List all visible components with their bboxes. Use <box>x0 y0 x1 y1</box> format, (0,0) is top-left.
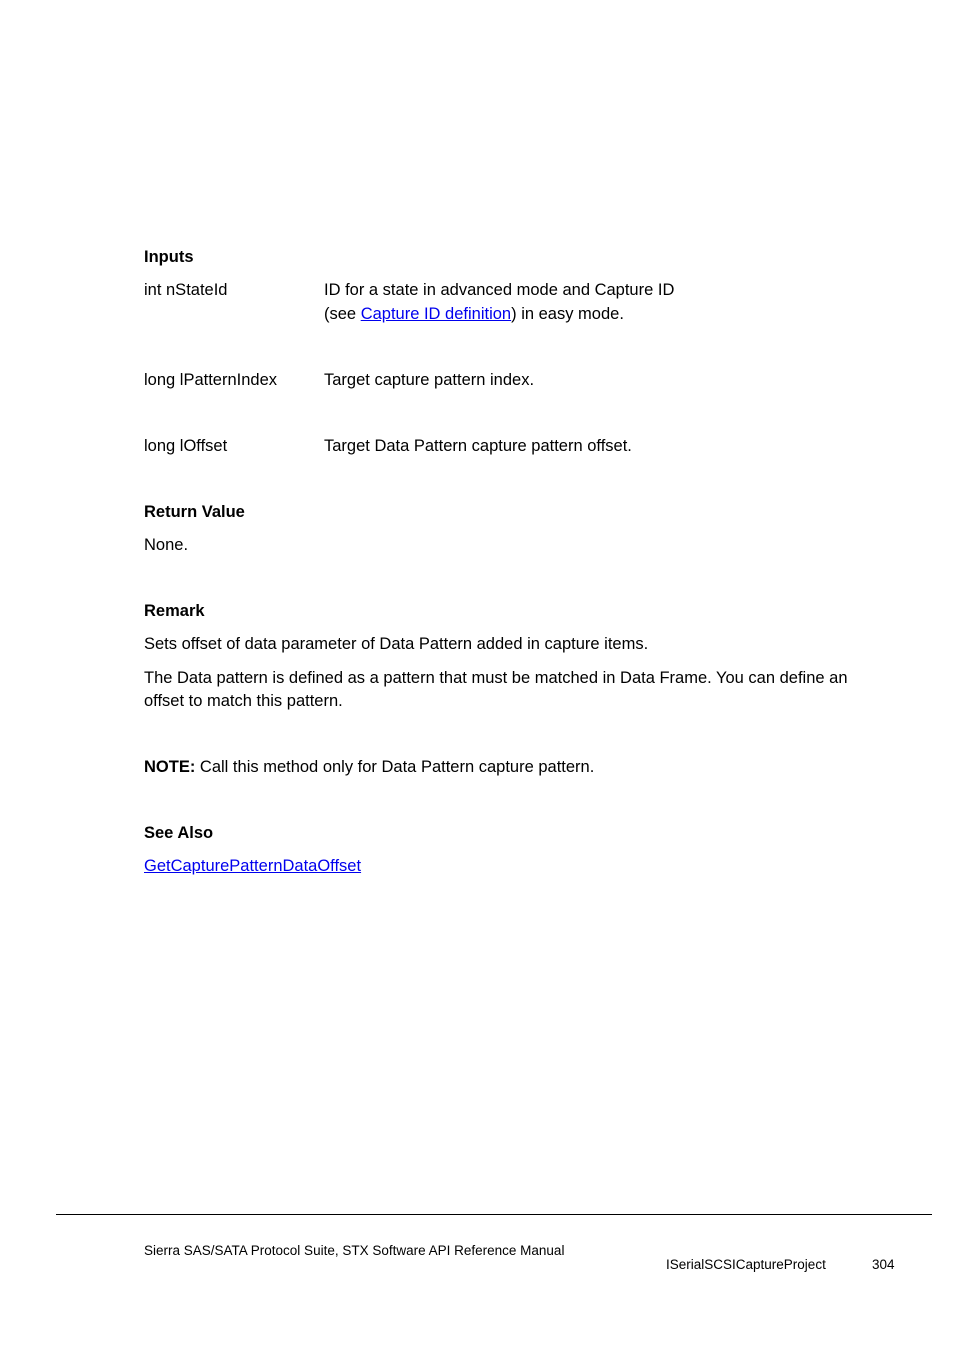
note <box>144 758 594 777</box>
param-desc-lpatternindex: Target capture pattern index. <box>324 371 535 389</box>
footer-section-name: ISerialSCSICaptureProject <box>666 1257 826 1272</box>
remark-paragraph-2-line2: offset to match this pattern. <box>144 692 343 710</box>
param-name-nstateid: int nStateId <box>144 281 228 299</box>
desc-suffix: ) in easy mode. <box>511 305 624 323</box>
remark-paragraph-1: Sets offset of data parameter of Data Pattern added in capture items. <box>144 635 649 653</box>
footer-manual-title: Sierra SAS/SATA Protocol Suite, STX Software API Reference Manual <box>144 1243 565 1258</box>
desc-prefix: (see <box>324 305 361 323</box>
return-value-text: None. <box>144 536 189 554</box>
remark-heading: Remark <box>144 602 205 620</box>
param-desc-loffset: Target Data Pattern capture pattern offset. <box>324 437 632 455</box>
param-desc-nstateid-line2 <box>324 305 624 324</box>
return-value-heading: Return Value <box>144 503 245 521</box>
param-desc-nstateid-line1: ID for a state in advanced mode and Capture ID <box>324 281 675 299</box>
footer-divider <box>56 1214 932 1215</box>
param-name-lpatternindex: long lPatternIndex <box>144 371 278 389</box>
inputs-heading: Inputs <box>144 248 194 266</box>
see-also-heading: See Also <box>144 824 214 842</box>
capture-id-definition-link[interactable]: Capture ID definition <box>360 305 512 323</box>
remark-paragraph-2-line1: The Data pattern is defined as a pattern that must be matched in Data Frame. You can define an <box>144 669 848 687</box>
param-name-loffset: long lOffset <box>144 437 228 455</box>
footer-page-number: 304 <box>872 1257 895 1272</box>
note-text: Call this method only for Data Pattern capture pattern. <box>195 758 595 776</box>
get-capture-pattern-data-offset-link[interactable]: GetCapturePatternDataOffset <box>144 857 362 875</box>
note-label: NOTE: <box>144 758 196 776</box>
